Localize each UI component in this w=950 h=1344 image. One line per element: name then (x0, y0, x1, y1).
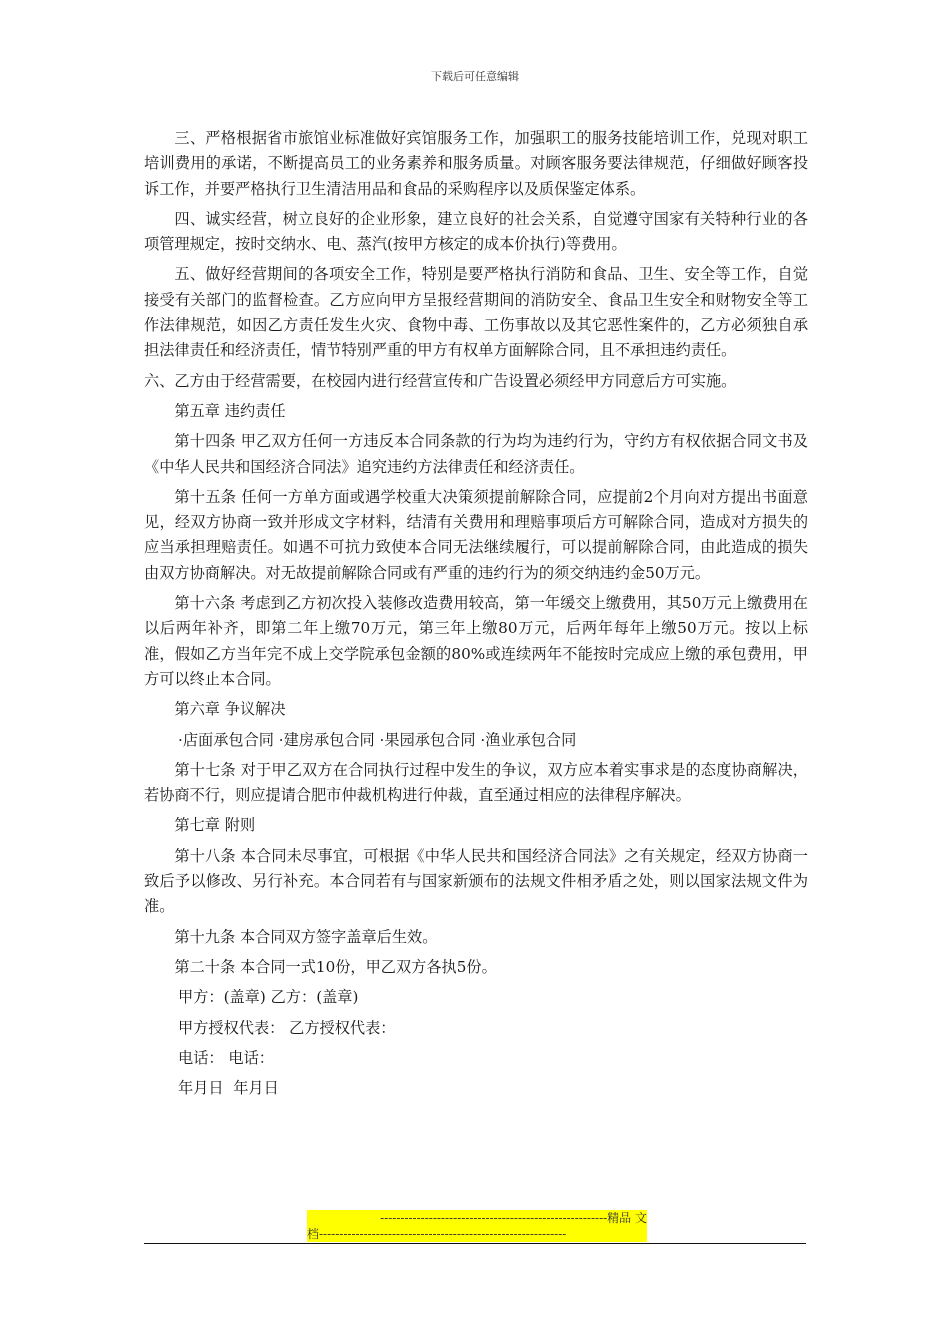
article-14: 第十四条 甲乙双方任何一方违反本合同条款的行为均为违约行为，守约方有权依据合同文书及《中华人民共和国经济合同法》追究违约方法律责任和经济责任。 (144, 432, 808, 476)
footer-watermark (307, 1210, 647, 1242)
footer-divider (144, 1243, 806, 1244)
rep-a-label: 甲方授权代表： (178, 1018, 285, 1037)
document-body (144, 126, 808, 1106)
rep-b-label: 乙方授权代表： (284, 1018, 396, 1037)
phone-b-label: 电话： (223, 1048, 274, 1067)
article-15: 第十五条 任何一方单方面或遇学校重大决策须提前解除合同，应提前2个月向对方提出书面意见，经双方协商一致并形成文字材料，结清有关费用和理赔事项后方可解除合同，造成对方损失的应当承担理赔责任。如遇不可抗力致使本合同无法继续履行，可以提前解除合同，由此造成的损失由双方协商解决。对无故提前解除合同或有严重的违约行为的须交纳违约金50万元。 (144, 487, 808, 582)
paragraph-item-5: 五、做好经营期间的各项安全工作，特别是要严格执行消防和食品、卫生、安全等工作，自觉接受有关部门的监督检查。乙方应向甲方呈报经营期间的消防安全、食品卫生安全和财物安全等工作法律规范，如因乙方责任发生火灾、食物中毒、工伤事故以及其它恶性案件的，乙方必须独自承担法律责任和经济责任，情节特别严重的甲方有权单方面解除合同，且不承担违约责任。 (144, 265, 808, 360)
article-20: 第二十条 本合同一式10份，甲乙双方各执5份。 (174, 957, 497, 976)
chapter-6-heading: 第六章 争议解决 (174, 700, 286, 719)
party-b-label: 乙方： (265, 988, 317, 1007)
article-17: 第十七条 对于甲乙双方在合同执行过程中发生的争议，双方应本着实事求是的态度协商解决，若协商不行，则应提请合肥市仲裁机构进行仲裁，直至通过相应的法律程序解决。 (144, 760, 808, 805)
party-a-label: 甲方： (178, 988, 224, 1007)
chapter-7-heading: 第七章 附则 (174, 816, 256, 835)
date-a-year-label: 年 (178, 1079, 194, 1098)
article-19: 第十九条 本合同双方签字盖章后生效。 (174, 927, 438, 946)
date-a-day-label: 日 (208, 1079, 224, 1098)
date-b-year-label: 年 (233, 1079, 249, 1098)
article-18: 第十八条 本合同未尽事宜，可根据《中华人民共和国经济合同法》之有关规定，经双方协商一致后予以修改、另行补充。本合同若有与国家新颁布的法规文件相矛盾之处，则以国家法规文件为准。 (144, 846, 808, 916)
party-a-seal: (盖章) (223, 988, 266, 1007)
paragraph-item-4: 四、诚实经营，树立良好的企业形象，建立良好的社会关系，自觉遵守国家有关特种行业的各项管理规定，按时交纳水、电、蒸汽(按甲方核定的成本价执行)等费用。 (144, 209, 808, 254)
phone-a-label: 电话： (178, 1048, 224, 1067)
related-contract-links[interactable]: ·店面承包合同 ·建房承包合同 ·果园承包合同 ·渔业承包合同 (178, 730, 577, 749)
signature-phone-row (144, 1046, 808, 1071)
date-b-month-label: 月 (248, 1079, 264, 1098)
chapter-5-heading: 第五章 违约责任 (174, 401, 286, 420)
article-16: 第十六条 考虑到乙方初次投入装修改造费用较高，第一年缓交上缴费用，其50万元上缴费用在以后两年补齐，即第二年上缴70万元，第三年上缴80万元，后两年每年上缴50万元。按以上标准，假如乙方当年完不成上交学院承包金额的80%或连续两年不能按时完成应上缴的承包费用，甲方可以终止本合同。 (144, 594, 808, 688)
signature-rep-row (144, 1016, 808, 1041)
footer-watermark-line-2: 档------------------------------------------------------------- (307, 1226, 647, 1242)
date-a-month-label: 月 (193, 1079, 209, 1098)
paragraph-item-6: 六、乙方由于经营需要，在校园内进行经营宣传和广告设置必须经甲方同意后方可实施。 (144, 371, 737, 390)
party-b-seal: (盖章) (316, 988, 359, 1007)
footer-watermark-line-1: --------------------------------------------------------精品 文 (307, 1210, 647, 1226)
signature-party-row (144, 985, 808, 1010)
page-header-note: 下载后可任意编辑 (431, 70, 519, 83)
paragraph-item-3: 三、严格根据省市旅馆业标准做好宾馆服务工作，加强职工的服务技能培训工作，兑现对职工培训费用的承诺，不断提高员工的业务素养和服务质量。对顾客服务要法律规范，仔细做好顾客投诉工作，并要严格执行卫生清洁用品和食品的采购程序以及质保鉴定体系。 (144, 129, 808, 198)
date-b-day-label: 日 (263, 1079, 279, 1098)
signature-date-row (144, 1076, 808, 1101)
